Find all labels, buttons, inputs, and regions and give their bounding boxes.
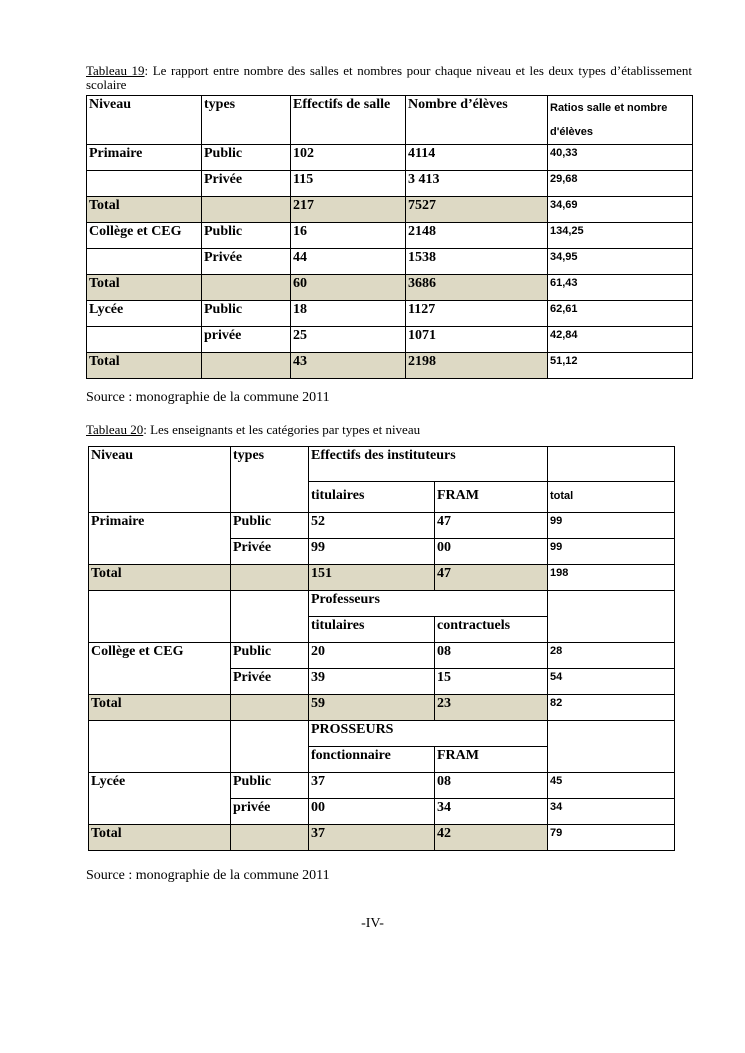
table-cell <box>231 695 309 721</box>
table-cell: 99 <box>309 539 435 565</box>
table-row <box>87 223 693 249</box>
header-line: d'élèves <box>550 126 593 138</box>
table-cell: 25 <box>291 327 406 353</box>
table-cell: 47 <box>435 513 548 539</box>
header-cell <box>548 96 693 145</box>
table-cell <box>87 171 202 197</box>
table-cell: Total <box>87 353 202 379</box>
table-cell: 217 <box>291 197 406 223</box>
table-cell <box>87 249 202 275</box>
header-cell: titulaires <box>309 482 435 513</box>
table-cell: Total <box>87 197 202 223</box>
table-cell: contractuels <box>435 617 548 643</box>
table-cell: 2148 <box>406 223 548 249</box>
table-cell: Public <box>202 301 291 327</box>
table-cell: 42,84 <box>548 327 693 353</box>
table-cell: 34,95 <box>548 249 693 275</box>
table-cell: Privée <box>202 249 291 275</box>
table-20-source: Source : monographie de la commune 2011 <box>86 868 330 883</box>
table-cell: Collège et CEG <box>87 223 202 249</box>
table-cell: PROSSEURS <box>309 721 548 747</box>
total-row <box>87 197 693 223</box>
table-cell: 08 <box>435 773 548 799</box>
table-cell: 151 <box>309 565 435 591</box>
table-20-label: Tableau 20 <box>86 422 144 437</box>
header-cell: types <box>231 447 309 513</box>
table-cell <box>548 721 675 773</box>
table-19-source: Source : monographie de la commune 2011 <box>86 390 330 405</box>
header-cell: Niveau <box>87 96 202 145</box>
table-cell: 99 <box>548 539 675 565</box>
table-cell: 16 <box>291 223 406 249</box>
table-19 <box>86 95 693 379</box>
total-row <box>89 565 675 591</box>
table-cell <box>202 353 291 379</box>
header-cell: Nombre d’élèves <box>406 96 548 145</box>
table-cell: 15 <box>435 669 548 695</box>
table-cell: 45 <box>548 773 675 799</box>
table-cell <box>202 197 291 223</box>
table-20-caption-text: : Les enseignants et les catégories par types et niveau <box>143 422 421 437</box>
table-row <box>89 643 675 669</box>
table-cell: 99 <box>548 513 675 539</box>
table-cell: 3686 <box>406 275 548 301</box>
table-cell: Lycée <box>87 301 202 327</box>
table-19-caption-text: : Le rapport entre nombre des salles et nombres pour chaque niveau et les deux types d’établissement scolaire <box>86 63 692 92</box>
table-cell: Professeurs <box>309 591 548 617</box>
total-row <box>87 353 693 379</box>
table-cell: Public <box>231 643 309 669</box>
table-header-row <box>87 96 693 145</box>
table-row <box>89 513 675 539</box>
table-cell <box>202 275 291 301</box>
table-cell: titulaires <box>309 617 435 643</box>
table-cell: 61,43 <box>548 275 693 301</box>
subheader-row <box>89 721 675 747</box>
table-cell: 1071 <box>406 327 548 353</box>
table-cell: 37 <box>309 825 435 851</box>
table-20 <box>88 446 675 851</box>
table-cell: 40,33 <box>548 145 693 171</box>
table-cell: 59 <box>309 695 435 721</box>
table-cell <box>231 591 309 643</box>
table-cell: 134,25 <box>548 223 693 249</box>
table-cell <box>548 591 675 643</box>
table-cell: 34 <box>548 799 675 825</box>
table-cell: Public <box>231 513 309 539</box>
table-row <box>87 301 693 327</box>
table-cell: 102 <box>291 145 406 171</box>
header-cell: total <box>548 482 675 513</box>
table-cell: Lycée <box>89 773 231 825</box>
table-cell: 00 <box>309 799 435 825</box>
table-cell: privée <box>231 799 309 825</box>
header-cell: FRAM <box>435 482 548 513</box>
table-cell: 43 <box>291 353 406 379</box>
table-cell: 115 <box>291 171 406 197</box>
table-row <box>87 171 693 197</box>
table-cell <box>231 565 309 591</box>
table-cell: 28 <box>548 643 675 669</box>
table-19-caption <box>86 64 692 92</box>
table-cell: 39 <box>309 669 435 695</box>
header-cell: Effectifs de salle <box>291 96 406 145</box>
table-cell: Public <box>202 145 291 171</box>
table-cell: 29,68 <box>548 171 693 197</box>
table-cell: 82 <box>548 695 675 721</box>
table-cell: Privée <box>231 669 309 695</box>
header-cell: Niveau <box>89 447 231 513</box>
table-cell <box>231 825 309 851</box>
header-cell: Effectifs des instituteurs <box>309 447 548 482</box>
table-cell: 08 <box>435 643 548 669</box>
table-cell: Total <box>87 275 202 301</box>
table-cell: 42 <box>435 825 548 851</box>
table-cell: 52 <box>309 513 435 539</box>
table-cell: 62,61 <box>548 301 693 327</box>
header-cell <box>548 447 675 482</box>
table-19-label: Tableau 19 <box>86 63 145 78</box>
table-cell: Privée <box>231 539 309 565</box>
table-cell: Public <box>202 223 291 249</box>
table-cell <box>89 721 231 773</box>
total-row <box>87 275 693 301</box>
table-cell: Public <box>231 773 309 799</box>
table-cell: 51,12 <box>548 353 693 379</box>
table-cell: Total <box>89 695 231 721</box>
table-cell: Primaire <box>87 145 202 171</box>
table-cell: 18 <box>291 301 406 327</box>
table-cell: FRAM <box>435 747 548 773</box>
table-cell: 4114 <box>406 145 548 171</box>
table-cell: 54 <box>548 669 675 695</box>
header-cell: types <box>202 96 291 145</box>
table-cell <box>87 327 202 353</box>
table-cell: 198 <box>548 565 675 591</box>
table-cell: 60 <box>291 275 406 301</box>
table-cell: privée <box>202 327 291 353</box>
table-cell: Primaire <box>89 513 231 565</box>
subheader-row <box>89 591 675 617</box>
table-cell: 34,69 <box>548 197 693 223</box>
header-line: Ratios salle et nombre <box>550 102 668 114</box>
table-cell: Privée <box>202 171 291 197</box>
table-header-row <box>89 447 675 482</box>
table-cell: 44 <box>291 249 406 275</box>
table-cell: Collège et CEG <box>89 643 231 695</box>
table-cell: 20 <box>309 643 435 669</box>
table-row <box>87 249 693 275</box>
table-cell: fonctionnaire <box>309 747 435 773</box>
total-row <box>89 695 675 721</box>
total-row <box>89 825 675 851</box>
table-row <box>87 145 693 171</box>
table-row <box>89 773 675 799</box>
table-cell: 79 <box>548 825 675 851</box>
table-cell: 34 <box>435 799 548 825</box>
table-cell: 2198 <box>406 353 548 379</box>
table-cell <box>89 591 231 643</box>
table-cell: 1127 <box>406 301 548 327</box>
table-cell: 7527 <box>406 197 548 223</box>
page-number: -IV- <box>361 916 384 931</box>
table-cell: 3 413 <box>406 171 548 197</box>
table-20-caption <box>86 423 420 437</box>
table-cell: 37 <box>309 773 435 799</box>
table-cell: Total <box>89 565 231 591</box>
table-cell: 47 <box>435 565 548 591</box>
table-cell <box>231 721 309 773</box>
table-cell: 00 <box>435 539 548 565</box>
table-row <box>87 327 693 353</box>
table-cell: 1538 <box>406 249 548 275</box>
table-cell: 23 <box>435 695 548 721</box>
table-cell: Total <box>89 825 231 851</box>
